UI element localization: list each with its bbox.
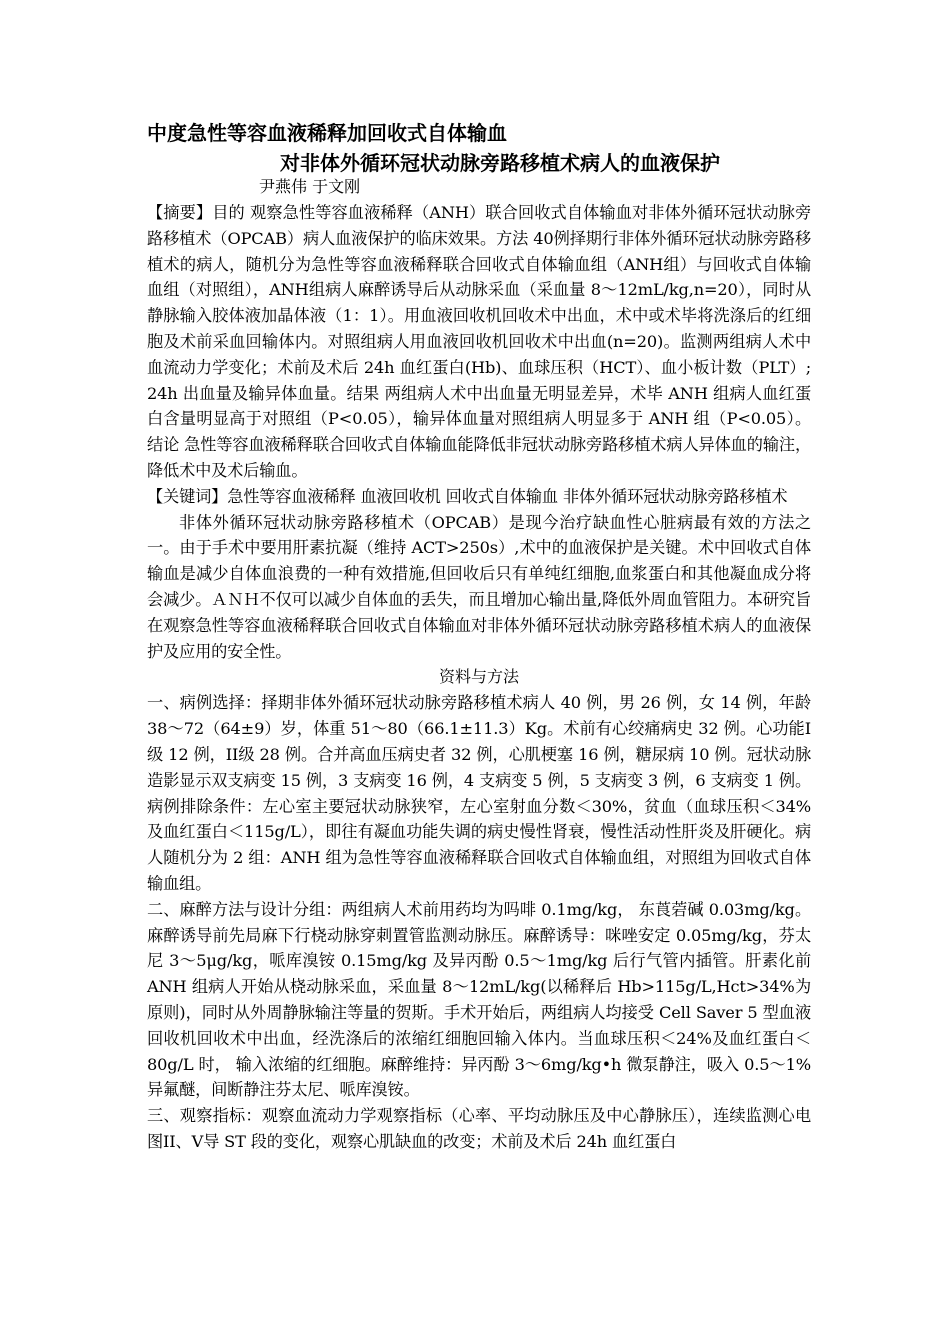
- methods-heading: 资料与方法: [438, 667, 519, 687]
- abstract-text: 目的 观察急性等容血液稀释（ANH）联合回收式自体输血对非体外循环冠状动脉旁路移植术（OPCAB）病人血液保护的临床效果。方法 40例择期行非体外循环冠状动脉旁路移植术的病人，随机分为急性等容血液稀释联合回收式自体输血组（ANH组）与回收式自体输血组（对照组），ANH组病人麻醉诱导后从动脉采血（采血量 8～12mL/kg,n=20），同时从静脉输入胶体液加晶体液（1：1）。用血液回收机回收术中出血，术中或术毕将洗涤后的红细胞及术前采血回输体内。对照组病人用血液回收机回收术中出血(n=20)。监测两组病人术中血流动力学变化；术前及术后 24h 血红蛋白(Hb)、血球压积（HCT）、血小板计数（PLT）; 24h 出血量及输异体血量。结果 两组病人术中出血量无明显差异，术毕 ANH 组病人血红蛋白含量明显高于对照组（P<0.05），输异体血量对照组病人明显多于 ANH 组（P<0.05）。结论 急性等容血液稀释联合回收式自体输血能降低非冠状动脉旁路移植术病人异体血的输注，降低术中及术后输血。: [147, 203, 811, 480]
- abstract: [147, 200, 811, 484]
- methods-observation: 三、观察指标：观察血流动力学观察指标（心率、平均动脉压及中心静脉压），连续监测心电图II、V导 ST 段的变化，观察心肌缺血的改变；术前及术后 24h 血红蛋白: [147, 1106, 811, 1151]
- methods-case-selection: 一、病例选择：择期非体外循环冠状动脉旁路移植术病人 40 例，男 26 例，女 14 例，年龄 38～72（64±9）岁，体重 51～80（66.1±11.3）Kg。术前有心绞痛病史 32 例。心功能I级 12 例，II级 28 例。合并高血压病史者 32 例，心肌梗塞 16 例，糖尿病 10 例。冠状动脉造影显示双支病变 15 例，3 支病变 16 例，4 支病变 5 例，5 支病变 3 例，6 支病变 1 例。病例排除条件：左心室主要冠状动脉狭窄，左心室射血分数＜30%，贫血（血球压积＜34%及血红蛋白＜115g/L），即往有凝血功能失调的病史慢性肾衰，慢性活动性肝炎及肝硬化。病人随机分为 2 组：ANH 组为急性等容血液稀释联合回收式自体输血组，对照组为回收式自体输血组。: [147, 693, 811, 893]
- introduction-paragraph: 非体外循环冠状动脉旁路移植术（OPCAB）是现今治疗缺血性心脏病最有效的方法之一。由于手术中要用肝素抗凝（维持 ACT>250s）,术中的血液保护是关键。术中回收式自体输血是减少自体血浪费的一种有效措施,但回收后只有单纯红细胞,血浆蛋白和其他凝血成分将会减少。ＡＮＨ不仅可以减少自体血的丢失，而且增加心输出量,降低外周血管阻力。本研究旨在观察急性等容血液稀释联合回收式自体输血对非体外循环冠状动脉旁路移植术病人的血液保护及应用的安全性。: [147, 512, 811, 661]
- methods-anesthesia: 二、麻醉方法与设计分组：两组病人术前用药均为吗啡 0.1mg/kg， 东莨菪碱 0.03mg/kg。麻醉诱导前先局麻下行桡动脉穿刺置管监测动脉压。麻醉诱导：咪唑安定 0.05mg/kg，芬太尼 3～5μg/kg，哌库溴铵 0.15mg/kg 及异丙酚 0.5～1mg/kg 后行气管内插管。肝素化前 ANH 组病人开始从桡动脉采血，采血量 8～12mL/kg(以稀释后 Hb>115g/L,Hct>34%为原则)，同时从外周静脉输注等量的贺斯。手术开始后，两组病人均接受 Cell Saver 5 型血液回收机回收术中出血，经洗涤后的浓缩红细胞回输入体内。当血球压积＜24%及血红蛋白＜80g/L 时， 输入浓缩的红细胞。麻醉维持：异丙酚 3～6mg/kg•h 微泵静注，吸入 0.5～1%异氟醚，间断静注芬太尼、哌库溴铵。: [147, 899, 811, 1100]
- paper-title-line1: 中度急性等容血液稀释加回收式自体输血: [147, 121, 507, 145]
- keywords-label: 【关键词】: [147, 486, 228, 506]
- abstract-label: 【摘要】: [147, 203, 213, 222]
- authors: 尹燕伟 于文刚: [259, 177, 361, 196]
- keywords: [147, 484, 811, 510]
- paper-title-line2: 对非体外循环冠状动脉旁路移植术病人的血液保护: [280, 151, 720, 175]
- keywords-text: 急性等容血液稀释 血液回收机 回收式自体输血 非体外循环冠状动脉旁路移植术: [227, 486, 788, 506]
- document-page: [147, 118, 811, 1155]
